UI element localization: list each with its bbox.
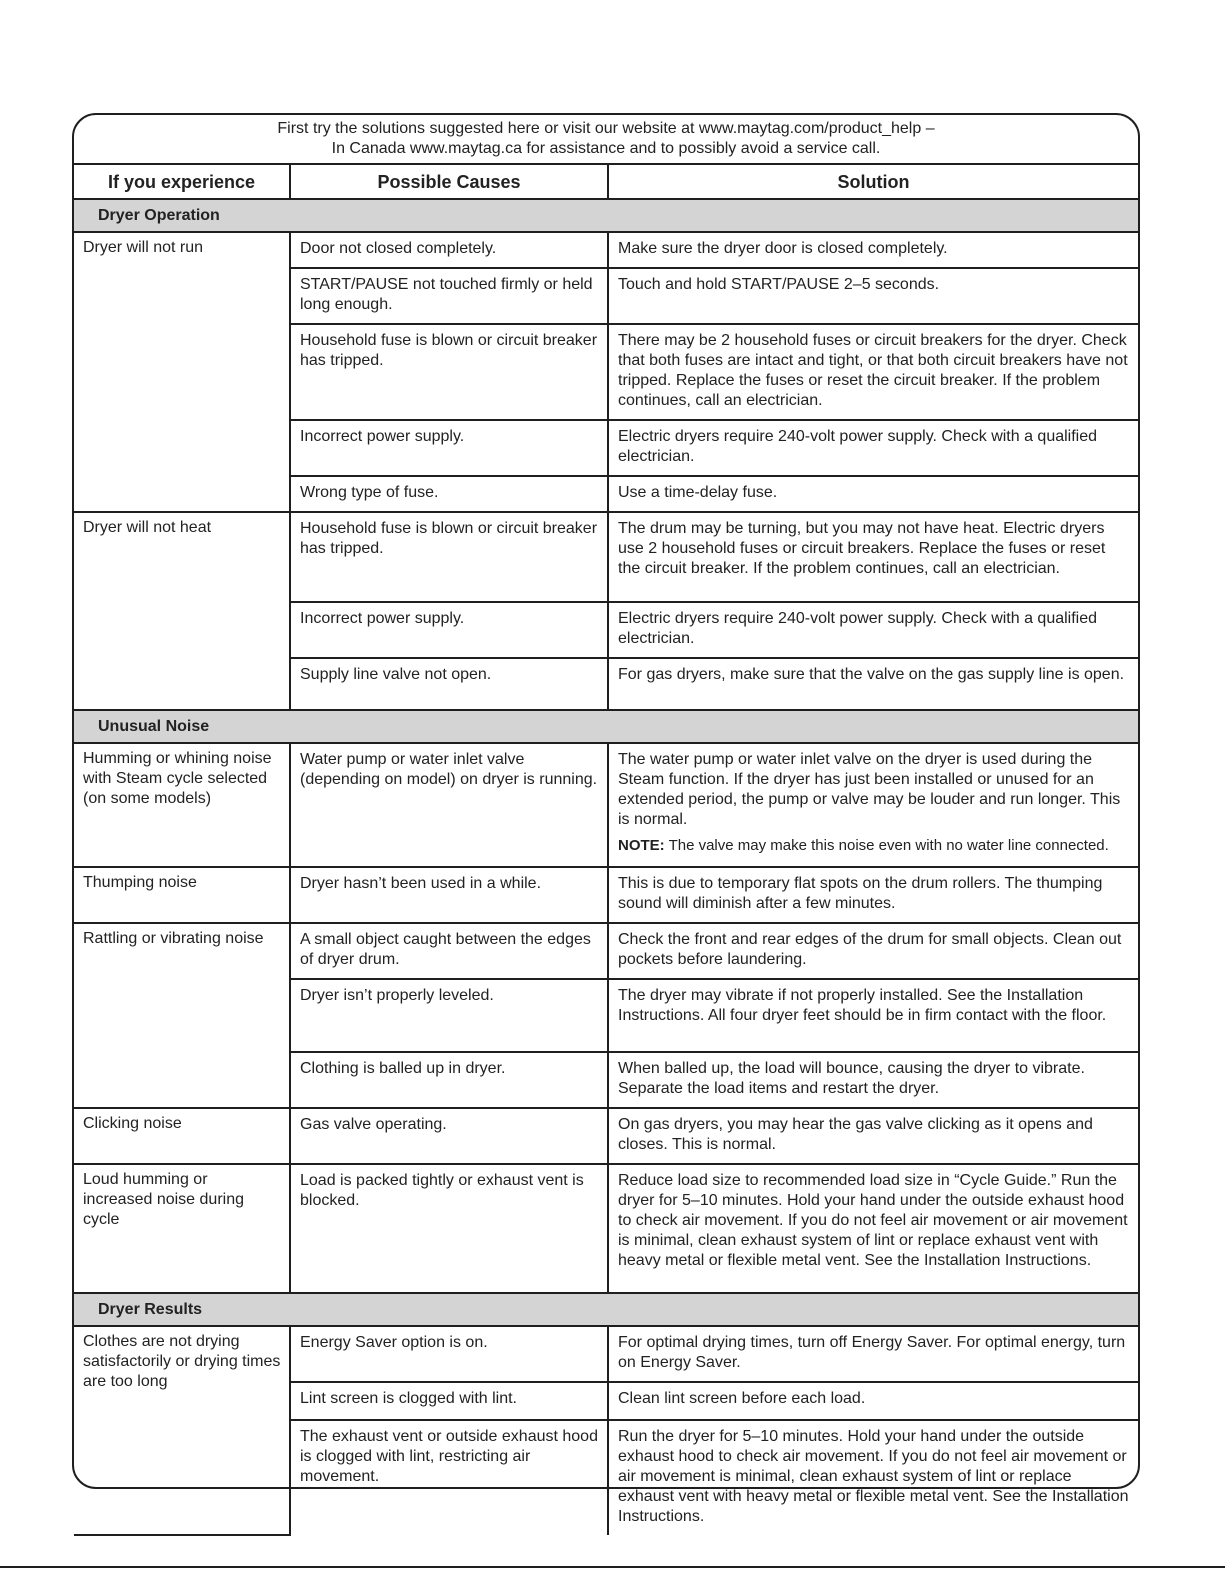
- page-bottom-rule: [0, 1566, 1225, 1568]
- cause-cell: Dryer isn’t properly leveled.: [290, 979, 608, 1052]
- table-row: [74, 743, 1138, 867]
- cause-cell: Incorrect power supply.: [290, 602, 608, 658]
- solution-cell: Touch and hold START/PAUSE 2–5 seconds.: [608, 268, 1138, 324]
- experience-cell: Clothes are not drying satisfactorily or drying times are too long: [74, 1326, 290, 1535]
- cause-cell: Gas valve operating.: [290, 1108, 608, 1164]
- experience-cell: Rattling or vibrating noise: [74, 923, 290, 1108]
- cause-cell: Door not closed completely.: [290, 232, 608, 268]
- solution-cell: Use a time-delay fuse.: [608, 476, 1138, 512]
- note-label: NOTE:: [618, 837, 665, 854]
- cause-cell: Household fuse is blown or circuit breaker has tripped.: [290, 324, 608, 420]
- solution-cell: Electric dryers require 240-volt power supply. Check with a qualified electrician.: [608, 602, 1138, 658]
- cause-cell: A small object caught between the edges of dryer drum.: [290, 923, 608, 979]
- table-row: [74, 1164, 1138, 1293]
- experience-cell: Clicking noise: [74, 1108, 290, 1164]
- cause-cell: START/PAUSE not touched firmly or held long enough.: [290, 268, 608, 324]
- table-row: [74, 512, 1138, 602]
- table-row: [74, 1326, 1138, 1382]
- solution-cell: For gas dryers, make sure that the valve on the gas supply line is open.: [608, 658, 1138, 710]
- solution-cell: When balled up, the load will bounce, causing the dryer to vibrate. Separate the load items and restart the dryer.: [608, 1052, 1138, 1108]
- cause-cell: Household fuse is blown or circuit breaker has tripped.: [290, 512, 608, 602]
- cause-cell: Wrong type of fuse.: [290, 476, 608, 512]
- intro-note: [74, 115, 1138, 165]
- experience-cell: Thumping noise: [74, 867, 290, 923]
- table-row: [74, 1108, 1138, 1164]
- header-causes: Possible Causes: [290, 165, 608, 199]
- header-row: [74, 165, 1138, 199]
- intro-line-2: In Canada www.maytag.ca for assistance and to possibly avoid a service call.: [331, 140, 881, 157]
- cause-cell: Energy Saver option is on.: [290, 1326, 608, 1382]
- cause-cell: Water pump or water inlet valve (depending on model) on dryer is running.: [290, 743, 608, 867]
- experience-cell: Humming or whining noise with Steam cycle selected (on some models): [74, 743, 290, 867]
- section-title: Unusual Noise: [74, 710, 1138, 743]
- solution-cell: This is due to temporary flat spots on the drum rollers. The thumping sound will diminish after a few minutes.: [608, 867, 1138, 923]
- solution-cell: Run the dryer for 5–10 minutes. Hold your hand under the outside exhaust hood to check air movement. If you do not feel air movement or air movement is minimal, clean exhaust system of lint or replace exhaust vent with heavy metal or flexible metal vent. See the Installation Instructions.: [608, 1420, 1138, 1535]
- cause-cell: Load is packed tightly or exhaust vent is blocked.: [290, 1164, 608, 1293]
- solution-text: The water pump or water inlet valve on the dryer is used during the Steam function. If the dryer has just been installed or unused for an extended period, the pump or valve may be louder and run longer. This is normal.: [618, 751, 1121, 828]
- intro-line-1: First try the solutions suggested here or visit our website at www.maytag.com/product_help –: [277, 120, 935, 137]
- solution-cell: Make sure the dryer door is closed completely.: [608, 232, 1138, 268]
- cause-cell: Dryer hasn’t been used in a while.: [290, 867, 608, 923]
- header-experience: If you experience: [74, 165, 290, 199]
- solution-cell: On gas dryers, you may hear the gas valve clicking as it opens and closes. This is normal.: [608, 1108, 1138, 1164]
- section-title: Dryer Results: [74, 1293, 1138, 1326]
- experience-cell: Loud humming or increased noise during cycle: [74, 1164, 290, 1293]
- cause-cell: The exhaust vent or outside exhaust hood is clogged with lint, restricting air movement.: [290, 1420, 608, 1535]
- table-row: [74, 923, 1138, 979]
- table-row: [74, 867, 1138, 923]
- solution-cell: Clean lint screen before each load.: [608, 1382, 1138, 1420]
- experience-cell: Dryer will not heat: [74, 512, 290, 710]
- note-text: The valve may make this noise even with no water line connected.: [668, 837, 1109, 854]
- solution-cell: Check the front and rear edges of the drum for small objects. Clean out pockets before laundering.: [608, 923, 1138, 979]
- cause-cell: Clothing is balled up in dryer.: [290, 1052, 608, 1108]
- troubleshooting-table: [74, 165, 1138, 1536]
- section-row-dryer-results: [74, 1293, 1138, 1326]
- solution-cell: There may be 2 household fuses or circuit breakers for the dryer. Check that both fuses are intact and tight, or that both circuit breakers have not tripped. Replace the fuses or reset the circuit breaker. If the problem continues, call an electrician.: [608, 324, 1138, 420]
- solution-cell: Reduce load size to recommended load size in “Cycle Guide.” Run the dryer for 5–10 minutes. Hold your hand under the outside exhaust hood to check air movement. If you do not feel air movement or air movement is minimal, clean exhaust system of lint or replace exhaust vent with heavy metal or flexible metal vent. See the Installation Instructions.: [608, 1164, 1138, 1293]
- note: [618, 836, 1130, 856]
- troubleshooting-table-frame: [72, 113, 1140, 1525]
- section-row-dryer-operation: [74, 199, 1138, 232]
- cause-cell: Incorrect power supply.: [290, 420, 608, 476]
- section-row-unusual-noise: [74, 710, 1138, 743]
- solution-cell: [608, 743, 1138, 867]
- cause-cell: Supply line valve not open.: [290, 658, 608, 710]
- solution-cell: Electric dryers require 240-volt power supply. Check with a qualified electrician.: [608, 420, 1138, 476]
- solution-cell: For optimal drying times, turn off Energy Saver. For optimal energy, turn on Energy Saver.: [608, 1326, 1138, 1382]
- experience-cell: Dryer will not run: [74, 232, 290, 512]
- table-row: [74, 232, 1138, 268]
- solution-cell: The dryer may vibrate if not properly installed. See the Installation Instructions. All four dryer feet should be in firm contact with the floor.: [608, 979, 1138, 1052]
- solution-cell: The drum may be turning, but you may not have heat. Electric dryers use 2 household fuses or circuit breakers. Replace the fuses or reset the circuit breaker. If the problem continues, call an electrician.: [608, 512, 1138, 602]
- section-title: Dryer Operation: [74, 199, 1138, 232]
- header-solution: Solution: [608, 165, 1138, 199]
- cause-cell: Lint screen is clogged with lint.: [290, 1382, 608, 1420]
